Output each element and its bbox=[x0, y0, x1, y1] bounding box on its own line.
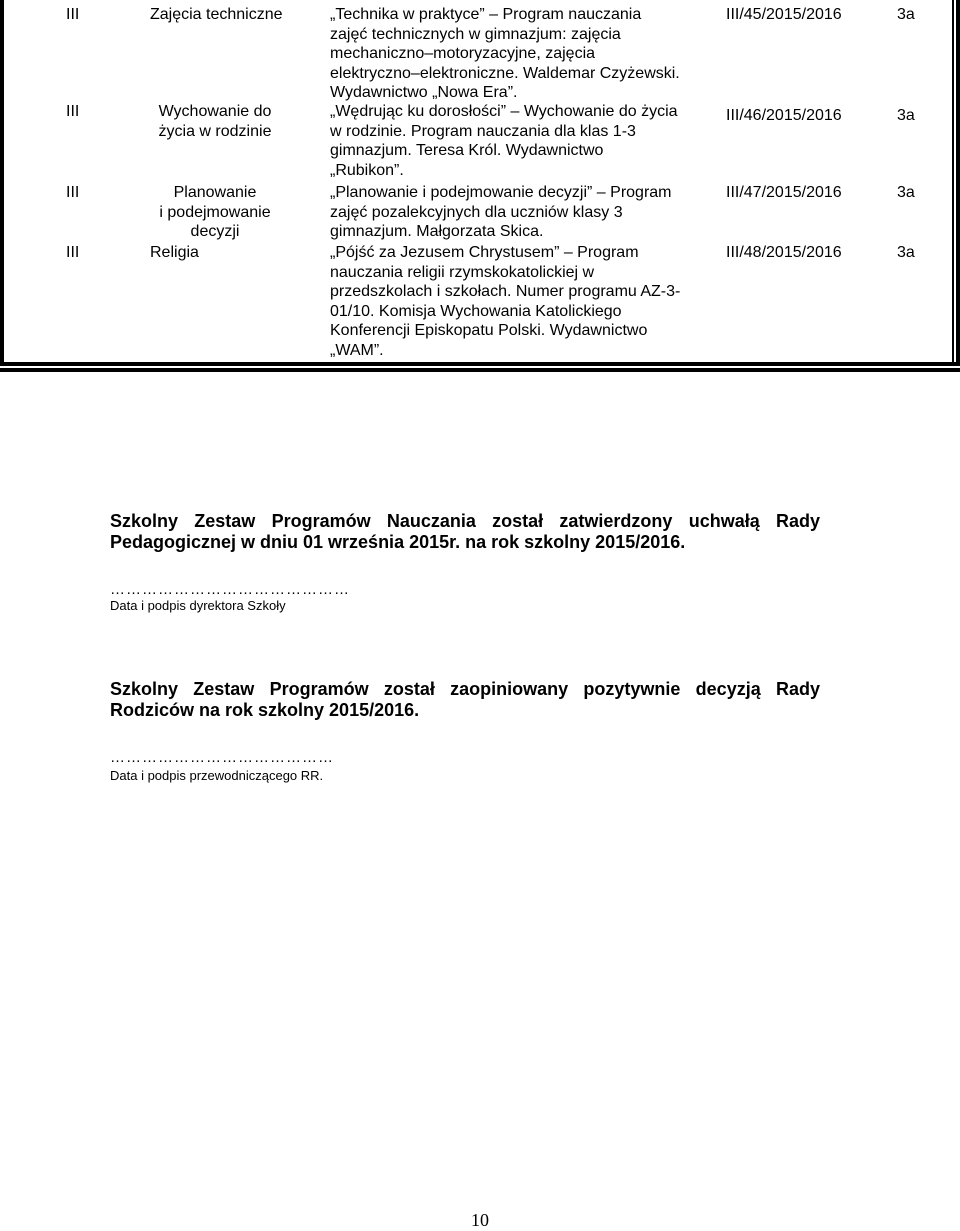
row3-program: „Planowanie i podejmowanie decyzji” – Program zajęć pozalekcyjnych dla uczniów klasy 3 gimnazjum. Małgorzata Skica. bbox=[330, 184, 672, 240]
row2-class: III bbox=[66, 103, 80, 120]
row1-grade: 3a bbox=[897, 6, 915, 23]
row2-subject: Wychowanie do życia w rodzinie bbox=[158, 103, 272, 140]
row3-grade: 3a bbox=[897, 184, 915, 201]
programs-table bbox=[0, 0, 960, 372]
director-signature-caption: Data i podpis dyrektora Szkoły bbox=[110, 598, 286, 613]
row4-number: III/48/2015/2016 bbox=[726, 244, 842, 261]
row2-number: III/46/2015/2016 bbox=[726, 107, 842, 124]
approval-line-1: Szkolny Zestaw Programów Nauczania został zatwierdzony uchwałą Rady bbox=[110, 511, 820, 531]
table-border-left bbox=[0, 0, 4, 372]
row1-number: III/45/2015/2016 bbox=[726, 6, 842, 23]
row4-class: III bbox=[66, 244, 80, 261]
row3-class: III bbox=[66, 184, 80, 201]
row3-subject: Planowanie i podejmowanie decyzji bbox=[159, 184, 271, 240]
row1-subject: Zajęcia techniczne bbox=[150, 6, 283, 23]
row2-grade: 3a bbox=[897, 107, 915, 124]
row4-program: „Pójść za Jezusem Chrystusem” – Program nauczania religii rzymskokatolickiej w przedszkolach i szkołach. Numer programu AZ-3- 01/10. Komisja Wychowania Katolickiego Konferencji Episkopatu Polski. Wydawnictwo „WAM”. bbox=[330, 244, 681, 359]
approval-line-2: Pedagogicznej w dniu 01 września 2015r. na rok szkolny 2015/2016. bbox=[110, 532, 686, 552]
row1-class: III bbox=[66, 6, 80, 23]
row4-subject: Religia bbox=[150, 244, 199, 261]
row3-number: III/47/2015/2016 bbox=[726, 184, 842, 201]
opinion-block bbox=[110, 679, 820, 721]
page-number: 10 bbox=[471, 1210, 489, 1230]
opinion-line-1: Szkolny Zestaw Programów został zaopiniowany pozytywnie decyzją Rady bbox=[110, 679, 820, 699]
row2-program: „Wędrując ku dorosłości” – Wychowanie do życia w rodzinie. Program nauczania dla klas 1-3 gimnazjum. Teresa Król. Wydawnictwo „Rubikon”. bbox=[330, 103, 678, 179]
table-border-right bbox=[952, 0, 960, 372]
row4-grade: 3a bbox=[897, 244, 915, 261]
approval-block bbox=[110, 511, 820, 553]
director-signature-dots: ……………………………………… bbox=[110, 581, 350, 598]
opinion-line-2: Rodziców na rok szkolny 2015/2016. bbox=[110, 700, 420, 720]
table-border-bottom bbox=[0, 362, 960, 372]
council-signature-caption: Data i podpis przewodniczącego RR. bbox=[110, 768, 324, 783]
council-signature-dots: …………………………………… bbox=[110, 749, 334, 766]
row1-program: „Technika w praktyce” – Program nauczania zajęć technicznych w gimnazjum: zajęcia mechaniczno–motoryzacyjne, zajęcia elektryczno–elektroniczne. Waldemar Czyżewski. Wydawnictwo „Nowa Era”. bbox=[330, 6, 680, 101]
